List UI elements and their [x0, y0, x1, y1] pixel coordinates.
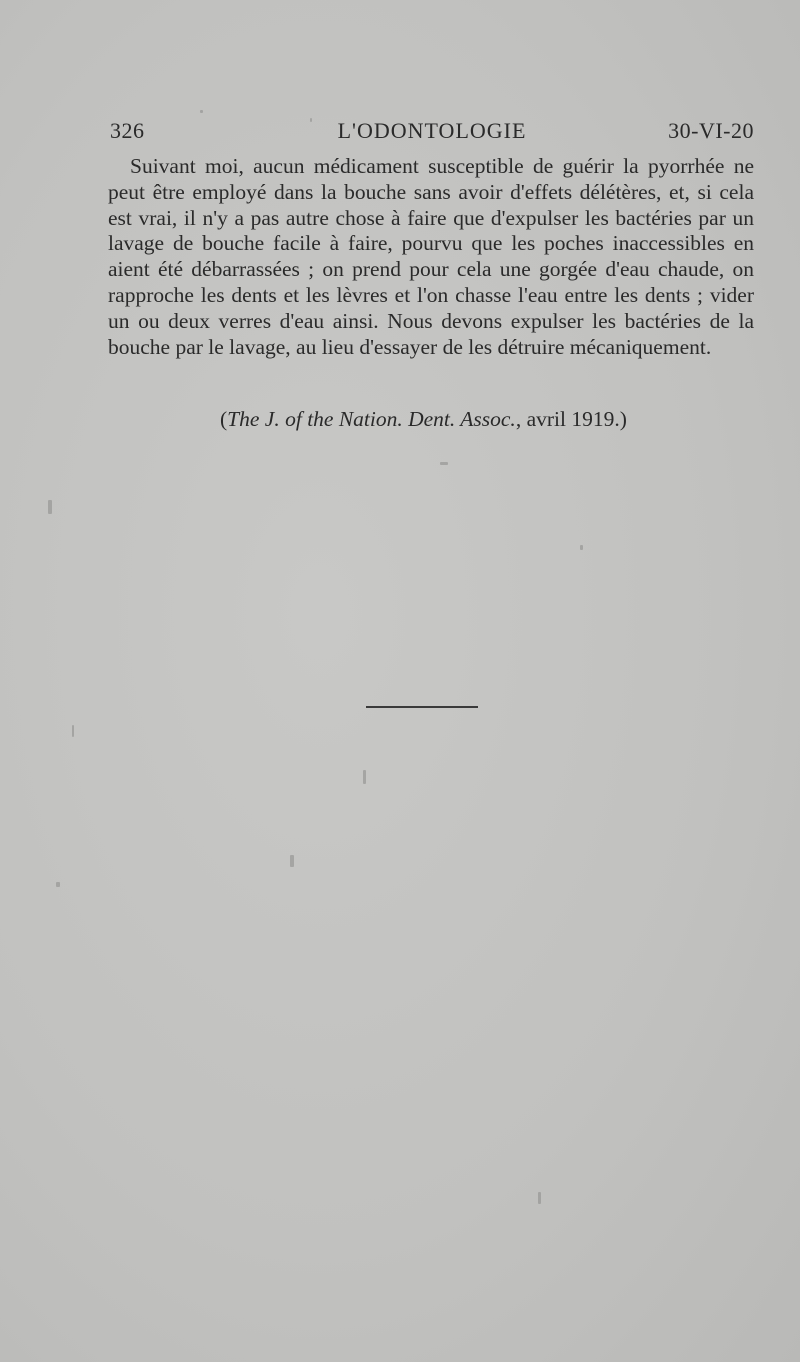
- paper-speck: [580, 545, 583, 550]
- paper-speck: [538, 1192, 541, 1204]
- page-header: [110, 118, 754, 148]
- citation-open: (: [220, 407, 228, 431]
- paper-speck: [440, 462, 448, 465]
- section-divider: [366, 706, 478, 708]
- citation: [220, 406, 760, 432]
- issue-date: 30-VI-20: [668, 118, 754, 143]
- citation-source: The J. of the Nation. Dent. Assoc.: [227, 407, 516, 431]
- paper-speck: [72, 725, 74, 737]
- page-number: 326: [110, 118, 145, 143]
- paper-speck: [363, 770, 366, 784]
- body-paragraph: Suivant moi, aucun médicament susceptible de guérir la pyorrhée ne peut être employé dans la bouche sans avoir d'effets délétères, et, si cela est vrai, il n'y a pas autre chose à faire que d'expulser les bactéries par un lavage de bouche facile à faire, pourvu que les poches inaccessibles en aient été débarrassées ; on prend pour cela une gorgée d'eau chaude, on rapproche les dents et les lèvres et l'on chasse l'eau entre les dents ; vider un ou deux verres d'eau ainsi. Nous devons expulser les bactéries de la bouche par le lavage, au lieu d'essayer de les détruire mécaniquement.: [108, 154, 754, 359]
- citation-date: , avril 1919.): [515, 407, 627, 431]
- journal-title: L'ODONTOLOGIE: [337, 118, 527, 143]
- paper-speck: [200, 110, 203, 113]
- paper-speck: [56, 882, 60, 887]
- paper-speck: [290, 855, 294, 867]
- paper-speck: [48, 500, 52, 514]
